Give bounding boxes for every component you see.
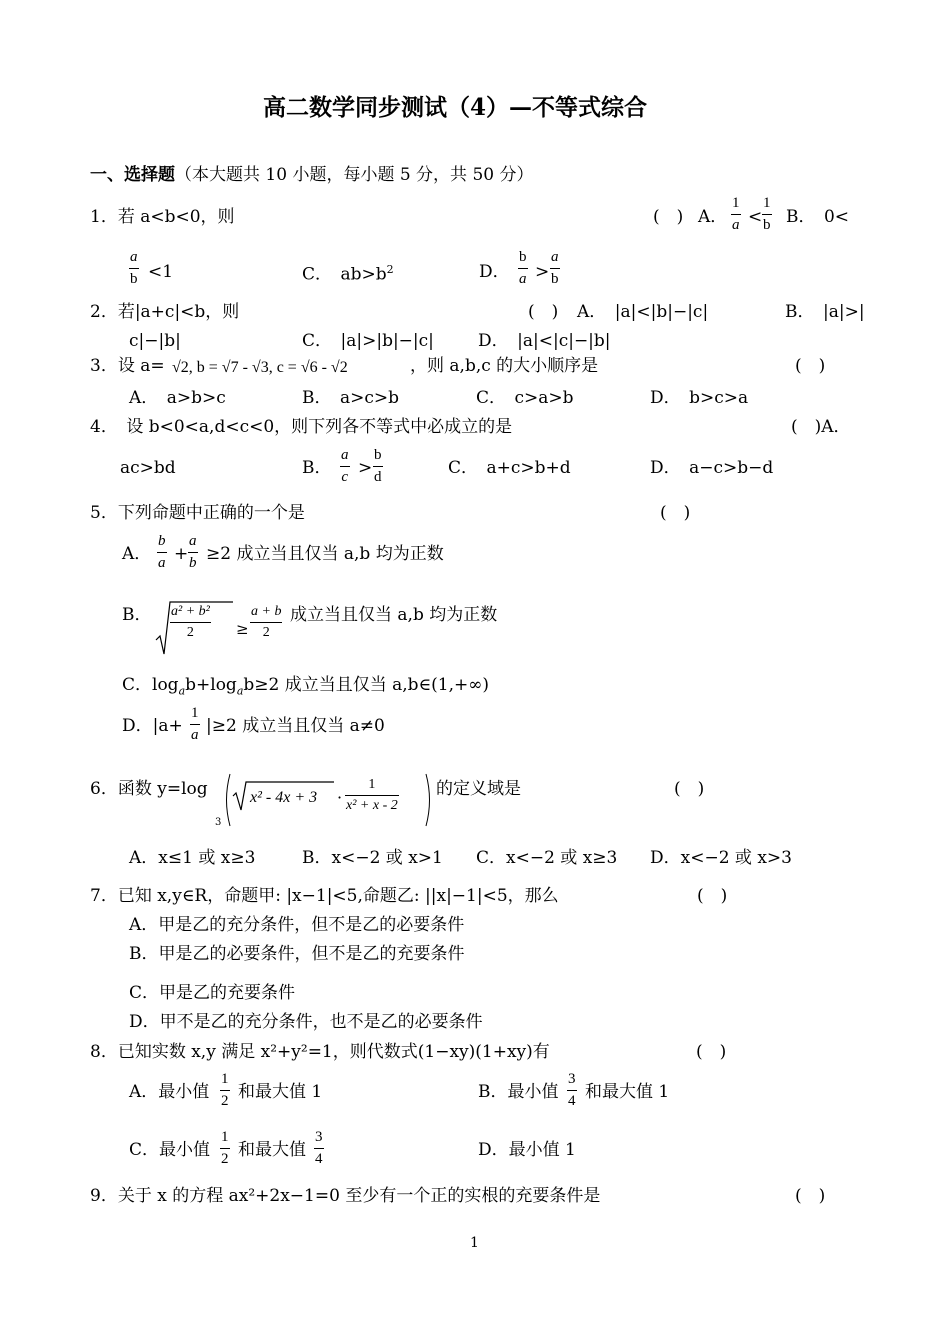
- denominator: 2: [221, 1093, 229, 1109]
- q4-option-d: D． a−c>b−d: [650, 458, 774, 478]
- numerator: 3: [315, 1129, 323, 1145]
- q2-option-a: A． |a|<|b|−|c|: [577, 302, 709, 322]
- q1-d-gt: >: [535, 262, 550, 282]
- q5-d-frac: [190, 706, 200, 743]
- denominator: d: [374, 469, 382, 485]
- numerator: a: [341, 447, 349, 463]
- numerator: 1: [732, 195, 740, 211]
- fraction-bar: [220, 1148, 230, 1149]
- q6-radicand: x² - 4x + 3: [250, 789, 318, 806]
- q6-option-d: D．x<−2 或 x>3: [650, 848, 792, 868]
- numerator: a: [551, 249, 559, 265]
- q6-tail: 的定义域是: [436, 779, 521, 799]
- page-number: 1: [470, 1235, 479, 1251]
- fraction-bar: [188, 552, 198, 553]
- q6-option-a: A．x≤1 或 x≥3: [129, 848, 256, 868]
- q2-stem: 2．若|a+c|<b，则: [90, 302, 240, 322]
- left-paren-icon: [222, 773, 232, 827]
- denominator: a: [519, 271, 527, 287]
- q4-option-c: C． a+c>b+d: [448, 458, 571, 478]
- fraction-bar: [731, 214, 741, 215]
- q3-option-d: D． b>c>a: [650, 388, 749, 408]
- q4-option-a-cont: ac>bd: [120, 458, 176, 478]
- denominator: a: [732, 217, 740, 233]
- fraction-bar: [220, 1090, 230, 1091]
- fraction-bar: [170, 622, 211, 623]
- numerator: a: [130, 249, 138, 265]
- q2-option-c: C． |a|>|b|−|c|: [302, 331, 434, 351]
- q1-a-frac1: [731, 196, 741, 233]
- q6-option-b: B．x<−2 或 x>1: [302, 848, 443, 868]
- fraction-bar: [314, 1148, 324, 1149]
- q1-paren: ( ): [653, 207, 684, 227]
- q8-c-frac1: [220, 1130, 230, 1167]
- q9-paren: ( ): [795, 1186, 826, 1206]
- q4-stem: 4． 设 b<0<a,d<c<0，则下列各不等式中必成立的是: [90, 417, 513, 437]
- denominator: 2: [221, 1151, 229, 1167]
- q3-tail: ，则 a,b,c 的大小顺序是: [410, 356, 599, 376]
- q1-option-c-text: C． ab>b: [302, 264, 387, 285]
- denominator: b: [763, 217, 771, 233]
- fraction-bar: [345, 795, 399, 796]
- denominator: 4: [568, 1093, 576, 1109]
- numerator: 1: [221, 1071, 229, 1087]
- q1-option-a-label: A．: [698, 207, 728, 227]
- q1-stem: 1．若 a<b<0，则: [90, 207, 235, 227]
- q8-paren: ( ): [696, 1042, 727, 1062]
- numerator: a² + b²: [171, 604, 210, 619]
- q8-option-b-pre: B．最小值: [478, 1082, 559, 1102]
- q5-a-frac1: [157, 534, 167, 571]
- q1-option-d-label: D．: [479, 262, 510, 282]
- denominator: a: [158, 555, 166, 571]
- section-heading-label: 一、选择题: [90, 165, 175, 185]
- q3-paren: ( ): [795, 356, 826, 376]
- denominator: x² + x - 2: [346, 798, 398, 813]
- q5-b-radicand-frac: [170, 605, 211, 640]
- numerator: 3: [568, 1071, 576, 1087]
- q5-c-mid: b+log: [185, 675, 237, 695]
- q6-sub: 3: [215, 817, 222, 828]
- q8-a-frac: [220, 1072, 230, 1109]
- q7-option-b: B．甲是乙的必要条件，但不是乙的充要条件: [129, 944, 465, 964]
- denominator: a: [191, 727, 199, 743]
- fraction-bar: [340, 466, 350, 467]
- q5-option-c: [122, 677, 489, 696]
- q7-option-a: A．甲是乙的充分条件，但不是乙的必要条件: [129, 915, 465, 935]
- denominator: b: [130, 271, 138, 287]
- q5-b-tail: 成立当且仅当 a,b 均为正数: [290, 605, 498, 625]
- q1-b-frac: [129, 250, 139, 287]
- fraction-bar: [129, 268, 139, 269]
- denominator: b: [551, 271, 559, 287]
- q1-b-tail: <1: [148, 262, 174, 282]
- denominator: 2: [186, 625, 194, 640]
- q8-c-frac2: [314, 1130, 324, 1167]
- numerator: b: [519, 249, 527, 265]
- q8-option-c-pre: C．最小值: [129, 1140, 211, 1160]
- q9-stem: 9．关于 x 的方程 ax²+2x−1=0 至少有一个正的实根的充要条件是: [90, 1186, 601, 1206]
- fraction-bar: [190, 724, 200, 725]
- q5-c-sub2: a: [236, 684, 244, 698]
- denominator: b: [189, 555, 197, 571]
- q4-b-frac1: [340, 448, 350, 485]
- fraction-bar: [550, 268, 560, 269]
- q2-paren: ( ): [528, 302, 559, 322]
- q8-option-c-mid: 和最大值: [238, 1140, 306, 1160]
- q8-b-frac: [567, 1072, 577, 1109]
- q1-c-sup: 2: [386, 263, 394, 276]
- fraction-bar: [157, 552, 167, 553]
- q4-option-b-label: B．: [302, 458, 332, 478]
- q7-option-c: C．甲是乙的充要条件: [129, 983, 296, 1003]
- q5-option-b-label: B．: [122, 605, 152, 625]
- q4-b-gt: >: [358, 458, 373, 478]
- q6-paren: ( ): [674, 779, 705, 799]
- numerator: b: [374, 447, 382, 463]
- q3-option-c: C． c>a>b: [476, 388, 574, 408]
- fraction-bar: [518, 268, 528, 269]
- q3-option-a: A． a>b>c: [129, 388, 226, 408]
- fraction-bar: [373, 466, 383, 467]
- q8-option-a-post: 和最大值 1: [238, 1082, 323, 1102]
- q6-dot: ·: [337, 788, 343, 807]
- q8-option-d: D．最小值 1: [478, 1140, 576, 1160]
- q7-paren: ( ): [697, 886, 728, 906]
- fraction-bar: [567, 1090, 577, 1091]
- right-paren-icon: [424, 773, 434, 827]
- q1-d-frac1: [518, 250, 528, 287]
- fraction-bar: [762, 214, 772, 215]
- numerator: b: [158, 533, 166, 549]
- denominator: c: [341, 469, 349, 485]
- q6-frac: [345, 778, 399, 813]
- q3-expr: √2, b = √7 - √3, c = √6 - √2: [172, 359, 348, 376]
- q5-d-tail: |≥2 成立当且仅当 a≠0: [206, 716, 385, 736]
- q5-option-a-label: A．: [122, 544, 152, 564]
- numerator: 1: [221, 1129, 229, 1145]
- q5-b-frac: [250, 605, 282, 640]
- numerator: 1: [763, 195, 771, 211]
- q8-option-a-pre: A．最小值: [129, 1082, 210, 1102]
- q4-b-frac2: [373, 448, 383, 485]
- q5-b-ge: ≥: [236, 620, 249, 638]
- numerator: 1: [368, 777, 376, 792]
- q7-stem: 7．已知 x,y∈R，命题甲: |x−1|<5,命题乙: ||x|−1|<5，那么: [90, 886, 559, 906]
- q5-c-label: C．log: [122, 675, 179, 695]
- q4-paren: ( )A．: [791, 417, 851, 437]
- q3-option-b: B． a>c>b: [302, 388, 400, 408]
- q3-stem: 3．设 a=: [90, 356, 165, 376]
- q2-option-d: D． |a|<|c|−|b|: [478, 331, 611, 351]
- q5-a-tail: ≥2 成立当且仅当 a,b 均为正数: [206, 544, 444, 564]
- q1-option-b-label: B． 0<: [786, 207, 850, 227]
- section-heading: [90, 167, 534, 184]
- denominator: 4: [315, 1151, 323, 1167]
- q1-d-frac2: [550, 250, 560, 287]
- q8-option-b-post: 和最大值 1: [585, 1082, 670, 1102]
- q2-option-b-cont: c|−|b|: [129, 331, 181, 351]
- q1-option-c: [302, 264, 394, 284]
- numerator: a + b: [251, 604, 282, 619]
- q2-option-b: B． |a|>|: [785, 302, 865, 322]
- numerator: a: [189, 533, 197, 549]
- q6-stem: 6．函数 y=log: [90, 779, 208, 799]
- q5-paren: ( ): [660, 503, 691, 523]
- q5-a-frac2: [188, 534, 198, 571]
- numerator: 1: [191, 705, 199, 721]
- denominator: 2: [262, 625, 270, 640]
- fraction-bar: [250, 622, 282, 623]
- q6-option-c: C．x<−2 或 x≥3: [476, 848, 618, 868]
- q5-stem: 5．下列命题中正确的一个是: [90, 503, 305, 523]
- q1-a-frac2: [762, 196, 772, 233]
- section-note: （本大题共 10 小题，每小题 5 分，共 50 分）: [175, 165, 534, 185]
- q8-stem: 8．已知实数 x,y 满足 x²+y²=1，则代数式(1−xy)(1+xy)有: [90, 1042, 550, 1062]
- q1-a-lt: <: [748, 207, 763, 227]
- q5-option-d-label: D．|a+: [122, 716, 183, 736]
- q5-a-plus: +: [174, 544, 189, 564]
- q5-c-sub1: a: [178, 684, 186, 698]
- q5-c-tail: b≥2 成立当且仅当 a,b∈(1,+∞): [243, 675, 490, 695]
- page-title: 高二数学同步测试（4）—不等式综合: [263, 94, 648, 121]
- q7-option-d: D．甲不是乙的充分条件，也不是乙的必要条件: [129, 1012, 483, 1032]
